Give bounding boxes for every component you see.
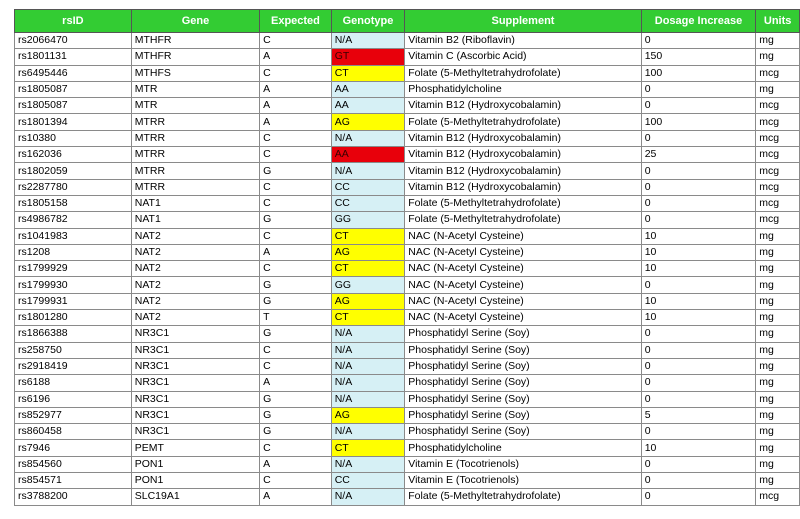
- table-row: [15, 293, 800, 309]
- cell-units: mg: [756, 49, 800, 65]
- cell-units: mcg: [756, 489, 800, 505]
- cell-expected: T: [260, 310, 332, 326]
- cell-expected: G: [260, 424, 332, 440]
- table-row: [15, 98, 800, 114]
- cell-dosage: 0: [641, 98, 756, 114]
- cell-rsid: rs2066470: [15, 33, 132, 49]
- cell-supplement: NAC (N-Acetyl Cysteine): [405, 277, 641, 293]
- cell-gene: SLC19A1: [131, 489, 259, 505]
- cell-genotype: AG: [331, 114, 405, 130]
- header-expected: Expected: [260, 10, 332, 33]
- header-gene: Gene: [131, 10, 259, 33]
- cell-dosage: 0: [641, 195, 756, 211]
- table-row: [15, 407, 800, 423]
- cell-expected: C: [260, 358, 332, 374]
- cell-supplement: NAC (N-Acetyl Cysteine): [405, 228, 641, 244]
- cell-dosage: 10: [641, 293, 756, 309]
- cell-expected: C: [260, 179, 332, 195]
- cell-units: mg: [756, 440, 800, 456]
- table-row: [15, 391, 800, 407]
- cell-units: mg: [756, 33, 800, 49]
- table-row: [15, 179, 800, 195]
- cell-gene: NAT2: [131, 277, 259, 293]
- cell-units: mcg: [756, 114, 800, 130]
- cell-supplement: Phosphatidyl Serine (Soy): [405, 391, 641, 407]
- cell-expected: A: [260, 375, 332, 391]
- cell-units: mg: [756, 326, 800, 342]
- cell-gene: NAT2: [131, 293, 259, 309]
- cell-expected: C: [260, 342, 332, 358]
- cell-gene: NR3C1: [131, 424, 259, 440]
- cell-dosage: 0: [641, 489, 756, 505]
- cell-gene: MTRR: [131, 179, 259, 195]
- cell-expected: C: [260, 473, 332, 489]
- cell-dosage: 0: [641, 473, 756, 489]
- cell-genotype: AG: [331, 407, 405, 423]
- table-row: [15, 489, 800, 505]
- cell-units: mg: [756, 277, 800, 293]
- cell-rsid: rs860458: [15, 424, 132, 440]
- cell-rsid: rs854560: [15, 456, 132, 472]
- cell-supplement: NAC (N-Acetyl Cysteine): [405, 310, 641, 326]
- cell-genotype: N/A: [331, 375, 405, 391]
- cell-rsid: rs1799931: [15, 293, 132, 309]
- cell-rsid: rs1801394: [15, 114, 132, 130]
- cell-dosage: 10: [641, 244, 756, 260]
- cell-rsid: rs6196: [15, 391, 132, 407]
- cell-rsid: rs7946: [15, 440, 132, 456]
- cell-units: mcg: [756, 65, 800, 81]
- cell-supplement: Vitamin B2 (Riboflavin): [405, 33, 641, 49]
- cell-supplement: Phosphatidyl Serine (Soy): [405, 424, 641, 440]
- cell-rsid: rs258750: [15, 342, 132, 358]
- cell-units: mg: [756, 310, 800, 326]
- cell-rsid: rs162036: [15, 147, 132, 163]
- header-supplement: Supplement: [405, 10, 641, 33]
- table-row: [15, 130, 800, 146]
- cell-rsid: rs6188: [15, 375, 132, 391]
- cell-supplement: Phosphatidyl Serine (Soy): [405, 407, 641, 423]
- cell-genotype: GG: [331, 212, 405, 228]
- cell-rsid: rs6495446: [15, 65, 132, 81]
- cell-gene: MTHFS: [131, 65, 259, 81]
- cell-units: mg: [756, 81, 800, 97]
- cell-rsid: rs1866388: [15, 326, 132, 342]
- cell-supplement: NAC (N-Acetyl Cysteine): [405, 293, 641, 309]
- table-row: [15, 456, 800, 472]
- cell-dosage: 0: [641, 277, 756, 293]
- cell-units: mcg: [756, 98, 800, 114]
- cell-gene: NR3C1: [131, 391, 259, 407]
- cell-units: mg: [756, 424, 800, 440]
- header-genotype: Genotype: [331, 10, 405, 33]
- cell-genotype: N/A: [331, 391, 405, 407]
- header-row: [15, 10, 800, 33]
- cell-dosage: 0: [641, 81, 756, 97]
- header-dosage-increase: Dosage Increase: [641, 10, 756, 33]
- supplement-table: [14, 9, 800, 506]
- cell-gene: NR3C1: [131, 342, 259, 358]
- cell-supplement: Vitamin B12 (Hydroxycobalamin): [405, 179, 641, 195]
- cell-units: mg: [756, 375, 800, 391]
- cell-units: mcg: [756, 130, 800, 146]
- cell-supplement: Folate (5-Methyltetrahydrofolate): [405, 195, 641, 211]
- cell-expected: C: [260, 147, 332, 163]
- cell-gene: MTHFR: [131, 33, 259, 49]
- cell-gene: NR3C1: [131, 407, 259, 423]
- cell-supplement: Phosphatidylcholine: [405, 81, 641, 97]
- table-row: [15, 163, 800, 179]
- cell-gene: PEMT: [131, 440, 259, 456]
- cell-units: mg: [756, 473, 800, 489]
- cell-genotype: AA: [331, 81, 405, 97]
- cell-dosage: 0: [641, 456, 756, 472]
- cell-expected: G: [260, 407, 332, 423]
- cell-supplement: NAC (N-Acetyl Cysteine): [405, 261, 641, 277]
- cell-units: mg: [756, 407, 800, 423]
- cell-gene: NAT2: [131, 228, 259, 244]
- cell-expected: C: [260, 33, 332, 49]
- table-row: [15, 375, 800, 391]
- table-row: [15, 473, 800, 489]
- cell-rsid: rs4986782: [15, 212, 132, 228]
- cell-rsid: rs854571: [15, 473, 132, 489]
- cell-units: mg: [756, 228, 800, 244]
- cell-expected: C: [260, 440, 332, 456]
- cell-expected: G: [260, 293, 332, 309]
- cell-genotype: CT: [331, 228, 405, 244]
- cell-genotype: N/A: [331, 33, 405, 49]
- table-row: [15, 147, 800, 163]
- cell-dosage: 0: [641, 358, 756, 374]
- cell-rsid: rs1041983: [15, 228, 132, 244]
- cell-gene: NR3C1: [131, 358, 259, 374]
- cell-genotype: GT: [331, 49, 405, 65]
- cell-dosage: 0: [641, 326, 756, 342]
- cell-supplement: Vitamin B12 (Hydroxycobalamin): [405, 98, 641, 114]
- table-row: [15, 49, 800, 65]
- cell-dosage: 0: [641, 375, 756, 391]
- table-row: [15, 261, 800, 277]
- cell-expected: C: [260, 195, 332, 211]
- cell-rsid: rs1805087: [15, 81, 132, 97]
- cell-genotype: N/A: [331, 456, 405, 472]
- cell-dosage: 10: [641, 261, 756, 277]
- cell-gene: NR3C1: [131, 326, 259, 342]
- cell-genotype: GG: [331, 277, 405, 293]
- cell-expected: A: [260, 98, 332, 114]
- cell-units: mcg: [756, 195, 800, 211]
- cell-gene: MTRR: [131, 114, 259, 130]
- cell-expected: A: [260, 489, 332, 505]
- cell-genotype: CT: [331, 65, 405, 81]
- cell-supplement: Folate (5-Methyltetrahydrofolate): [405, 212, 641, 228]
- cell-rsid: rs1208: [15, 244, 132, 260]
- cell-units: mg: [756, 358, 800, 374]
- cell-gene: PON1: [131, 456, 259, 472]
- table-row: [15, 33, 800, 49]
- cell-gene: MTR: [131, 81, 259, 97]
- cell-units: mg: [756, 391, 800, 407]
- cell-genotype: AG: [331, 293, 405, 309]
- table-row: [15, 114, 800, 130]
- table-row: [15, 358, 800, 374]
- cell-dosage: 10: [641, 440, 756, 456]
- cell-rsid: rs2287780: [15, 179, 132, 195]
- cell-expected: A: [260, 456, 332, 472]
- cell-supplement: Vitamin E (Tocotrienols): [405, 473, 641, 489]
- cell-rsid: rs1801280: [15, 310, 132, 326]
- cell-units: mcg: [756, 212, 800, 228]
- cell-units: mg: [756, 244, 800, 260]
- cell-units: mg: [756, 261, 800, 277]
- cell-rsid: rs1799929: [15, 261, 132, 277]
- cell-expected: C: [260, 130, 332, 146]
- table-body: [15, 33, 800, 506]
- cell-expected: G: [260, 163, 332, 179]
- table-row: [15, 81, 800, 97]
- cell-expected: A: [260, 81, 332, 97]
- cell-genotype: N/A: [331, 326, 405, 342]
- cell-supplement: Vitamin B12 (Hydroxycobalamin): [405, 147, 641, 163]
- table-row: [15, 195, 800, 211]
- cell-gene: MTRR: [131, 147, 259, 163]
- cell-rsid: rs1802059: [15, 163, 132, 179]
- cell-dosage: 10: [641, 228, 756, 244]
- cell-supplement: Phosphatidyl Serine (Soy): [405, 375, 641, 391]
- cell-expected: G: [260, 326, 332, 342]
- cell-genotype: CC: [331, 179, 405, 195]
- cell-units: mg: [756, 342, 800, 358]
- cell-gene: NR3C1: [131, 375, 259, 391]
- cell-dosage: 150: [641, 49, 756, 65]
- cell-rsid: rs10380: [15, 130, 132, 146]
- cell-dosage: 0: [641, 342, 756, 358]
- cell-supplement: Vitamin E (Tocotrienols): [405, 456, 641, 472]
- cell-expected: A: [260, 244, 332, 260]
- cell-dosage: 0: [641, 212, 756, 228]
- cell-supplement: Folate (5-Methyltetrahydrofolate): [405, 489, 641, 505]
- cell-expected: A: [260, 49, 332, 65]
- cell-gene: NAT2: [131, 244, 259, 260]
- cell-dosage: 100: [641, 114, 756, 130]
- cell-genotype: N/A: [331, 424, 405, 440]
- cell-gene: NAT1: [131, 195, 259, 211]
- cell-rsid: rs1801131: [15, 49, 132, 65]
- cell-genotype: CT: [331, 310, 405, 326]
- cell-genotype: N/A: [331, 130, 405, 146]
- cell-genotype: N/A: [331, 358, 405, 374]
- cell-genotype: CC: [331, 195, 405, 211]
- cell-units: mcg: [756, 163, 800, 179]
- cell-units: mcg: [756, 179, 800, 195]
- table-row: [15, 212, 800, 228]
- cell-supplement: Vitamin B12 (Hydroxycobalamin): [405, 163, 641, 179]
- cell-dosage: 10: [641, 310, 756, 326]
- table-row: [15, 310, 800, 326]
- cell-supplement: NAC (N-Acetyl Cysteine): [405, 244, 641, 260]
- cell-dosage: 100: [641, 65, 756, 81]
- cell-supplement: Vitamin C (Ascorbic Acid): [405, 49, 641, 65]
- cell-genotype: AA: [331, 98, 405, 114]
- table-row: [15, 342, 800, 358]
- cell-rsid: rs1799930: [15, 277, 132, 293]
- cell-gene: PON1: [131, 473, 259, 489]
- table-row: [15, 326, 800, 342]
- cell-gene: MTHFR: [131, 49, 259, 65]
- cell-rsid: rs1805158: [15, 195, 132, 211]
- cell-supplement: Folate (5-Methyltetrahydrofolate): [405, 114, 641, 130]
- cell-supplement: Vitamin B12 (Hydroxycobalamin): [405, 130, 641, 146]
- cell-dosage: 0: [641, 163, 756, 179]
- cell-genotype: CC: [331, 473, 405, 489]
- table-row: [15, 440, 800, 456]
- cell-units: mcg: [756, 147, 800, 163]
- cell-expected: C: [260, 261, 332, 277]
- cell-expected: G: [260, 212, 332, 228]
- cell-supplement: Phosphatidyl Serine (Soy): [405, 358, 641, 374]
- cell-genotype: N/A: [331, 163, 405, 179]
- cell-expected: G: [260, 277, 332, 293]
- cell-expected: C: [260, 65, 332, 81]
- cell-gene: MTR: [131, 98, 259, 114]
- cell-genotype: N/A: [331, 342, 405, 358]
- table-row: [15, 424, 800, 440]
- table-row: [15, 277, 800, 293]
- cell-dosage: 0: [641, 33, 756, 49]
- cell-gene: NAT2: [131, 310, 259, 326]
- table-row: [15, 228, 800, 244]
- table-row: [15, 244, 800, 260]
- cell-supplement: Phosphatidylcholine: [405, 440, 641, 456]
- cell-dosage: 0: [641, 179, 756, 195]
- cell-gene: NAT1: [131, 212, 259, 228]
- cell-rsid: rs2918419: [15, 358, 132, 374]
- cell-dosage: 5: [641, 407, 756, 423]
- cell-supplement: Folate (5-Methyltetrahydrofolate): [405, 65, 641, 81]
- cell-units: mg: [756, 293, 800, 309]
- header-rsid: rsID: [15, 10, 132, 33]
- cell-genotype: N/A: [331, 489, 405, 505]
- table-row: [15, 65, 800, 81]
- cell-gene: MTRR: [131, 130, 259, 146]
- cell-genotype: CT: [331, 261, 405, 277]
- cell-supplement: Phosphatidyl Serine (Soy): [405, 326, 641, 342]
- cell-gene: NAT2: [131, 261, 259, 277]
- cell-units: mg: [756, 456, 800, 472]
- header-units: Units: [756, 10, 800, 33]
- cell-expected: C: [260, 228, 332, 244]
- cell-gene: MTRR: [131, 163, 259, 179]
- cell-genotype: CT: [331, 440, 405, 456]
- cell-rsid: rs852977: [15, 407, 132, 423]
- cell-dosage: 0: [641, 130, 756, 146]
- cell-rsid: rs3788200: [15, 489, 132, 505]
- cell-expected: G: [260, 391, 332, 407]
- cell-genotype: AG: [331, 244, 405, 260]
- cell-dosage: 0: [641, 391, 756, 407]
- cell-genotype: AA: [331, 147, 405, 163]
- cell-supplement: Phosphatidyl Serine (Soy): [405, 342, 641, 358]
- cell-expected: A: [260, 114, 332, 130]
- cell-rsid: rs1805087: [15, 98, 132, 114]
- cell-dosage: 25: [641, 147, 756, 163]
- cell-dosage: 0: [641, 424, 756, 440]
